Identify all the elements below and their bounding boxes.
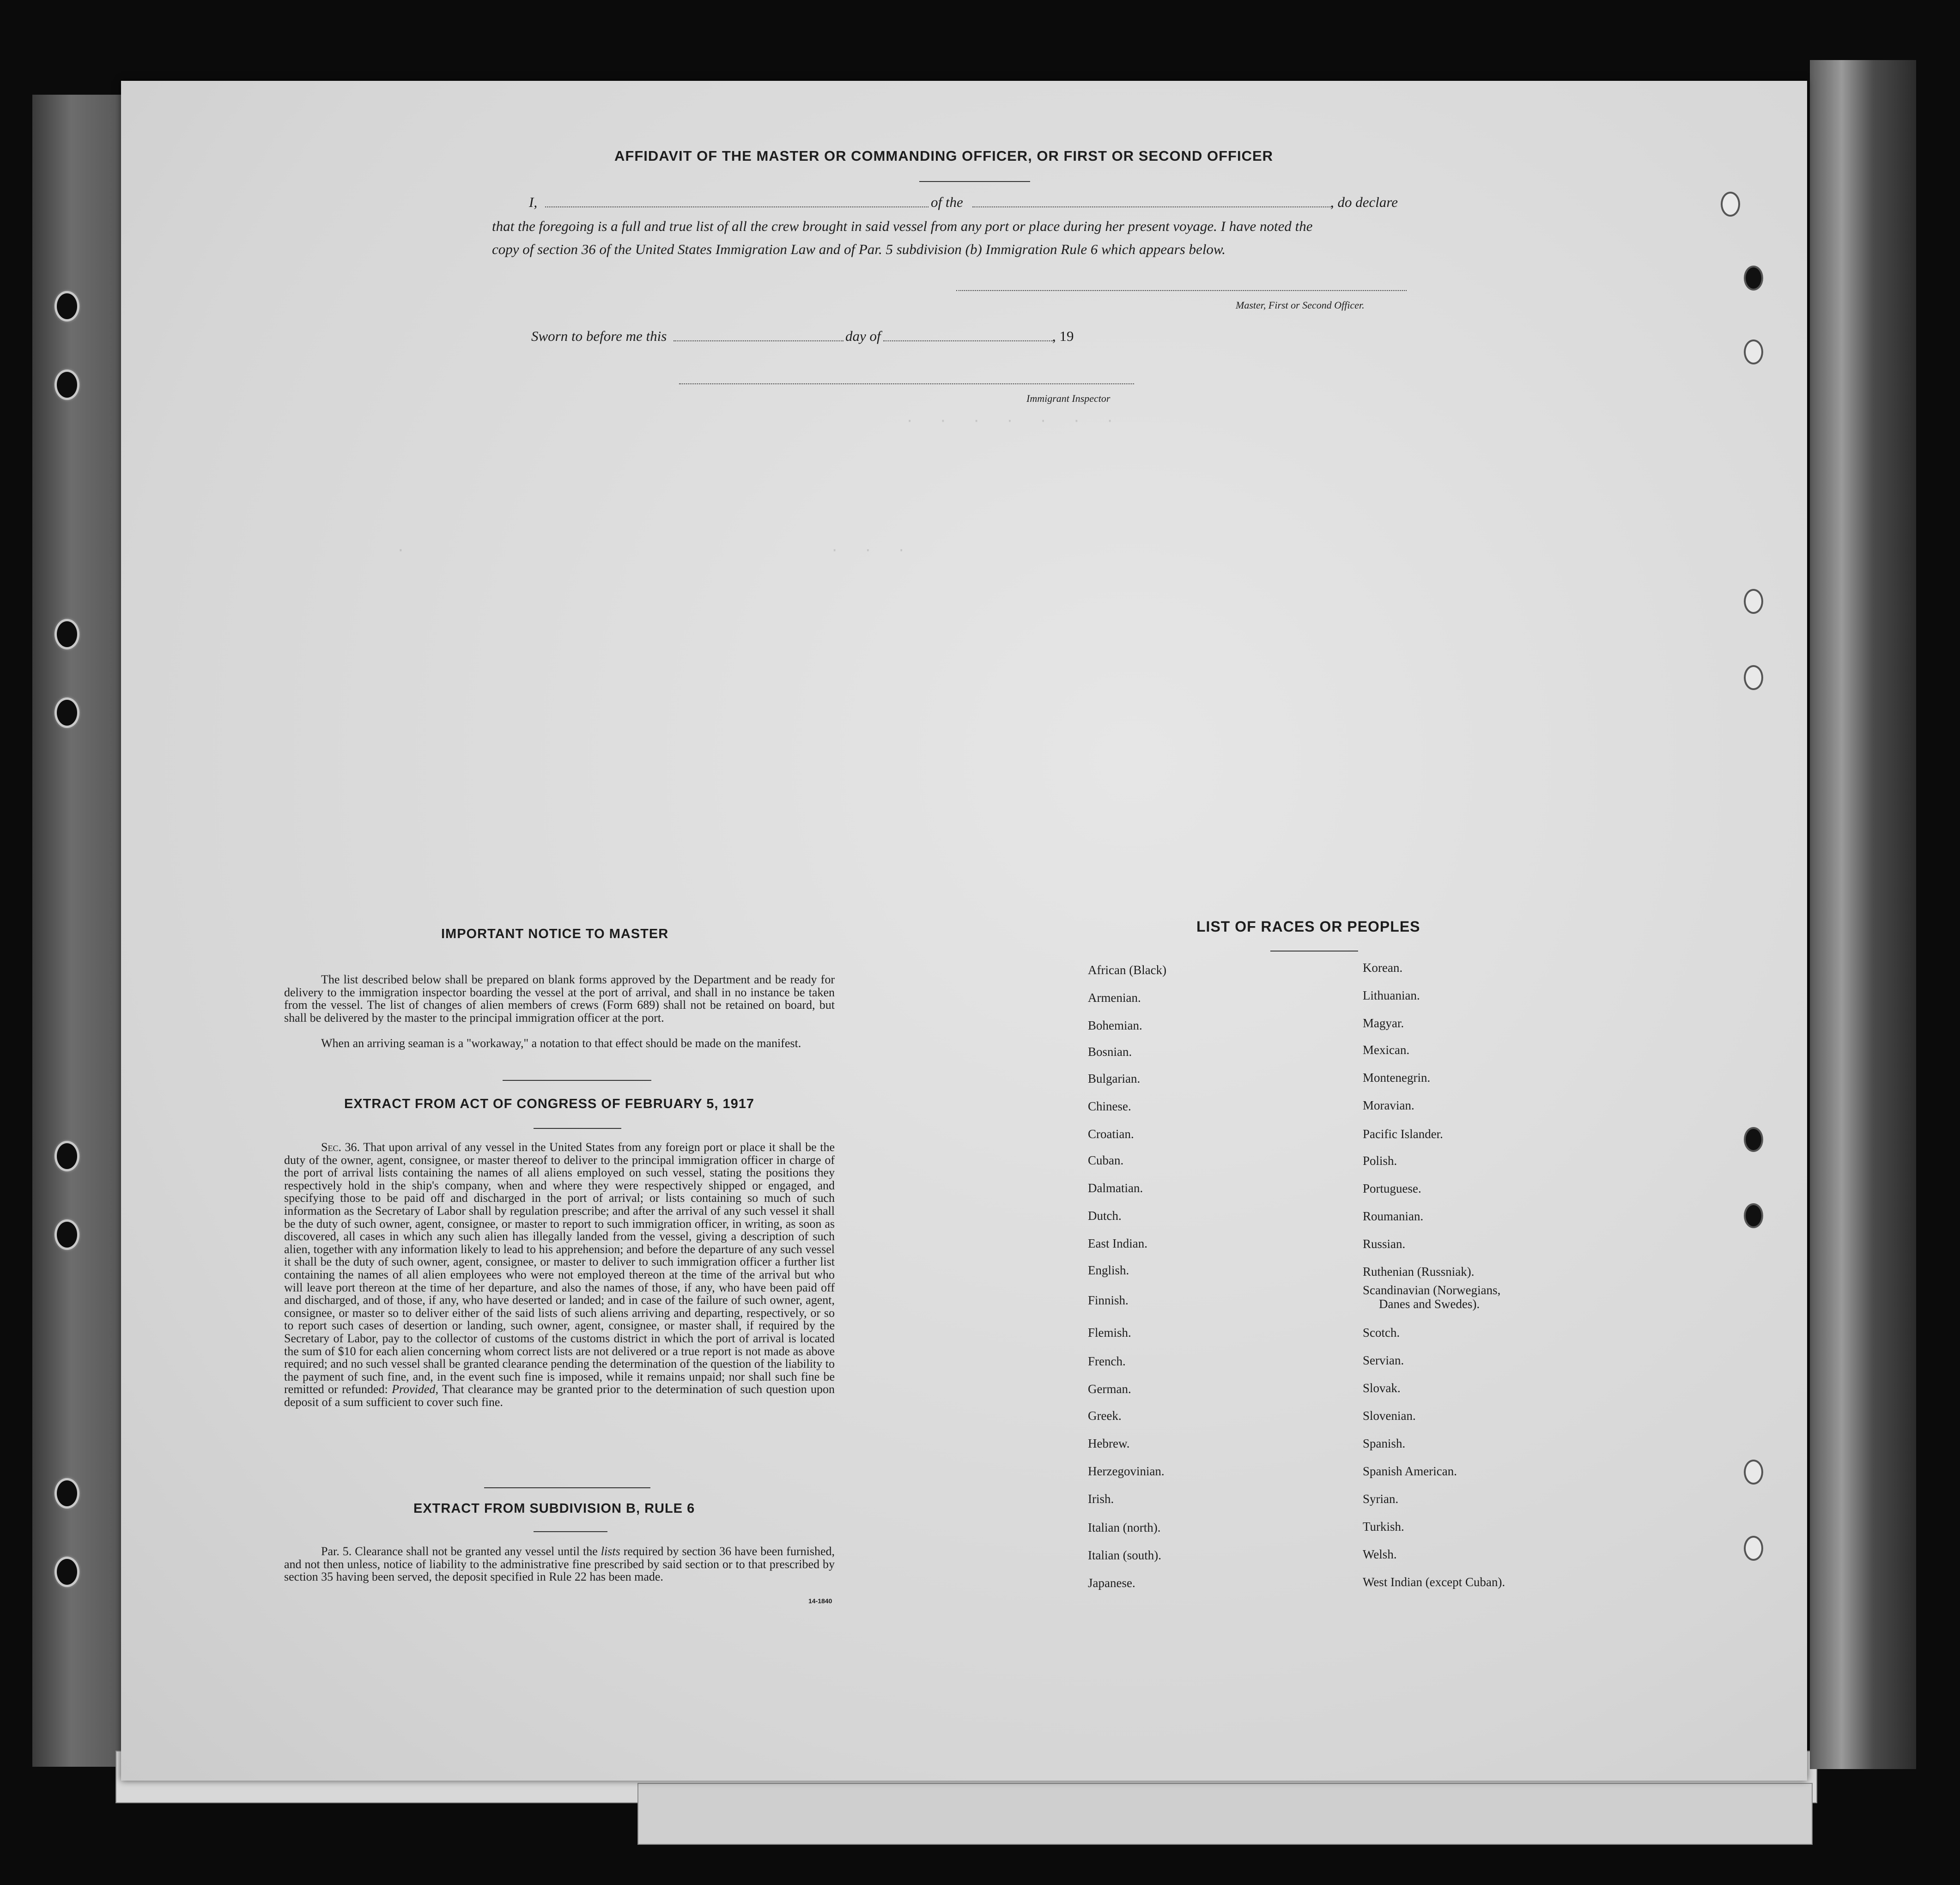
race-list-item: Moravian.	[1363, 1098, 1414, 1112]
race-list-item: Irish.	[1088, 1492, 1114, 1506]
extract-act-paragraph	[284, 1141, 835, 1408]
signature-caption: Master, First or Second Officer.	[1236, 299, 1365, 311]
affidavit-declare: , do declare	[1330, 194, 1398, 210]
races-divider	[1270, 951, 1358, 952]
race-list-item: Chinese.	[1088, 1099, 1131, 1113]
rule-text-1: Par. 5. Clearance shall not be granted any vessel until the	[321, 1545, 598, 1558]
sworn-year: , 19	[1052, 328, 1074, 344]
race-list-item: French.	[1088, 1354, 1126, 1368]
section-divider	[484, 1487, 650, 1488]
race-list-item: Bulgarian.	[1088, 1072, 1141, 1085]
sworn-day-of: day of	[845, 328, 881, 344]
race-list-item: Lithuanian.	[1363, 988, 1420, 1002]
race-list-item: Scotch.	[1363, 1326, 1400, 1340]
race-list-item: Bosnian.	[1088, 1045, 1132, 1059]
race-list-item: Polish.	[1363, 1154, 1397, 1168]
race-list-item: Herzegovinian.	[1088, 1464, 1165, 1478]
page-hole	[1744, 1127, 1763, 1152]
race-list-item: Flemish.	[1088, 1326, 1131, 1340]
lists-word: lists	[601, 1545, 620, 1558]
notice-text-1: The list described below shall be prepared on blank forms approved by the Department and be ready for delivery to the immigration inspector boarding the vessel at the port of arrival, and shall in no instance be taken from the vessel. The list of changes of alien members of crews (Form 689) shall not be retained on board, but shall be delivered by the master to the principal immigration officer at the port.	[284, 973, 835, 1024]
binder-hole	[55, 697, 79, 728]
affidavit-of-the: of the	[931, 194, 963, 210]
race-list-item: Japanese.	[1088, 1576, 1135, 1590]
race-list-item: Roumanian.	[1363, 1209, 1424, 1223]
race-list-item: Armenian.	[1088, 991, 1141, 1005]
race-list-item: Finnish.	[1088, 1293, 1129, 1307]
race-list-item: Montenegrin.	[1363, 1071, 1431, 1085]
inspector-caption: Immigrant Inspector	[1026, 393, 1110, 404]
race-list-item: Welsh.	[1363, 1547, 1397, 1561]
race-list-item: Russian.	[1363, 1237, 1406, 1251]
notice-title: IMPORTANT NOTICE TO MASTER	[441, 927, 669, 941]
sworn-day-line	[674, 340, 843, 341]
race-list-item: German.	[1088, 1382, 1131, 1396]
affidavit-title: AFFIDAVIT OF THE MASTER OR COMMANDING OFFICER, OR FIRST OR SECOND OFFICER	[614, 148, 1274, 164]
binder-hole	[55, 619, 79, 649]
section-label: Sec. 36.	[321, 1140, 360, 1154]
extract-rule-title: EXTRACT FROM SUBDIVISION B, RULE 6	[413, 1501, 695, 1516]
race-list-item: Dutch.	[1088, 1209, 1122, 1223]
notice-paragraph-1	[284, 973, 835, 1024]
race-list-item: Korean.	[1363, 961, 1403, 975]
page-hole	[1744, 1536, 1763, 1561]
section-divider	[534, 1531, 607, 1532]
race-list-item: Cuban.	[1088, 1153, 1124, 1167]
back-sheet	[637, 1783, 1813, 1845]
race-list-item: Spanish.	[1363, 1436, 1406, 1450]
page-hole	[1744, 1203, 1763, 1228]
page-hole	[1744, 665, 1763, 690]
bleed-through-text: · · · ·	[338, 543, 906, 559]
races-title: LIST OF RACES OR PEOPLES	[1196, 918, 1420, 935]
binder-hole	[55, 1219, 79, 1250]
sworn-month-line	[883, 340, 1053, 341]
document-page	[121, 81, 1807, 1781]
section-divider	[503, 1080, 651, 1081]
affidavit-line-2: that the foregoing is a full and true list of all the crew brought in said vessel from any port or place during her present voyage. I have noted the	[492, 218, 1313, 234]
vessel-line	[972, 206, 1333, 207]
race-list-item: Syrian.	[1363, 1492, 1399, 1506]
page-hole	[1744, 266, 1763, 291]
race-list-item: Magyar.	[1363, 1016, 1404, 1030]
race-list-item: Turkish.	[1363, 1520, 1404, 1533]
extract-rule-paragraph	[284, 1545, 835, 1583]
form-number: 14-1840	[808, 1597, 832, 1605]
affidavit-line-3: copy of section 36 of the United States Immigration Law and of Par. 5 subdivision (b) Immigration Rule 6 which appears below.	[492, 241, 1226, 257]
binder-hole	[55, 1141, 79, 1171]
page-hole	[1744, 1460, 1763, 1485]
race-list-item: Pacific Islander.	[1363, 1127, 1443, 1141]
page-hole	[1721, 192, 1740, 217]
page-hole	[1744, 339, 1763, 364]
race-list-item: Italian (north).	[1088, 1521, 1161, 1534]
inspector-signature-line	[679, 383, 1134, 384]
section-body: That upon arrival of any vessel in the United States from any foreign port or place it shall be the duty of the owner, agent, consignee, or master thereof to deliver to the principal immigration officer in charge of the port of arrival lists containing the names of all aliens employed on such vessel, stating the positions they respectively hold in the ship's company, when and where they were respectively shipped or engaged, and specifying those to be paid off and discharged in the port of arrival; or lists containing so much of such information as the Secretary of Labor shall by regulation prescribe; and after the arrival of any such vessel it shall be the duty of such owner, agent, consignee, or master to report to such immigration officer, in writing, as soon as discovered, all cases in which any such alien has illegally landed from the vessel, giving a description of such alien, together with any information likely to lead to his apprehension; and before the departure of any such vessel it shall be the duty of such owner, agent, consignee, or master to deliver to such immigration officer a further list containing the names of all alien employees who were not employed thereon at the time of the arrival but who will leave port thereon at the time of her departure, and also the names of those, if any, who have been paid off and discharged, and of those, if any, who have deserted or landed; and in case of the failure of such owner, agent, consignee, or master so to deliver either of the said lists of such aliens arriving and departing, respectively, or so to report such cases of desertion or landing, such owner, agent, consignee, or master shall, if required by the Secretary of Labor, pay to the collector of customs of the customs district in which the port of arrival is located the sum of $10 for each alien concerning whom correct lists are not delivered or a true report is not made as above required; and no such vessel shall be granted clearance pending the determination of the question of the liability to the payment of such fine, and, in the event such fine is imposed, while it remains unpaid; nor shall such fine be remitted or refunded:	[284, 1140, 835, 1396]
binder-hole	[55, 1478, 79, 1509]
race-list-item: Italian (south).	[1088, 1548, 1161, 1562]
sworn-prefix: Sworn to before me this	[531, 328, 667, 344]
notice-text-2: When an arriving seaman is a "workaway," a notation to that effect should be made on the manifest.	[321, 1036, 801, 1050]
binder-hole	[55, 1557, 79, 1587]
notice-paragraph-2	[284, 1037, 835, 1050]
race-list-item: West Indian (except Cuban).	[1363, 1575, 1505, 1589]
race-list-item: Dalmatian.	[1088, 1181, 1143, 1195]
rule-text-2: required by section 36 have been furnished, and not then unless, notice of liability to the administrative fine prescribed by said section or to that prescribed by section 35 having been served, the deposit specified in Rule 22 has been made.	[284, 1545, 835, 1584]
name-line	[545, 206, 928, 207]
affidavit-i: I,	[529, 194, 538, 210]
race-list-item: East Indian.	[1088, 1236, 1147, 1250]
stacked-page-edges	[1810, 60, 1916, 1769]
race-list-item: Ruthenian (Russniak).	[1363, 1265, 1475, 1279]
race-list-item: Slovak.	[1363, 1381, 1401, 1395]
section-tail: That clearance may be granted prior to the determination of such question upon deposit of a sum sufficient to cover such fine.	[284, 1382, 835, 1409]
bleed-through-text: · · · · · · ·	[338, 413, 1114, 430]
race-list-item: Spanish American.	[1363, 1464, 1457, 1478]
race-list-item: Greek.	[1088, 1409, 1122, 1423]
title-divider	[919, 181, 1030, 182]
extract-act-title: EXTRACT FROM ACT OF CONGRESS OF FEBRUARY 5, 1917	[344, 1097, 755, 1111]
race-list-item: African (Black)	[1088, 963, 1167, 977]
race-list-item: Hebrew.	[1088, 1436, 1130, 1450]
race-list-item: Scandinavian (Norwegians,	[1363, 1283, 1501, 1297]
race-list-item: Portuguese.	[1363, 1182, 1421, 1195]
race-list-item: Servian.	[1363, 1353, 1404, 1367]
race-list-item: Mexican.	[1363, 1043, 1410, 1057]
binder-hole	[55, 370, 79, 400]
provided-word: Provided,	[392, 1382, 438, 1396]
binder-strip	[32, 95, 131, 1767]
race-list-item: Slovenian.	[1363, 1409, 1416, 1423]
page-hole	[1744, 589, 1763, 614]
race-list-item: Croatian.	[1088, 1127, 1134, 1141]
race-list-item: Danes and Swedes).	[1379, 1297, 1480, 1311]
race-list-item: Bohemian.	[1088, 1018, 1142, 1032]
race-list-item: English.	[1088, 1263, 1129, 1277]
binder-hole	[55, 291, 79, 321]
signature-line	[956, 290, 1407, 291]
section-divider	[534, 1128, 621, 1129]
